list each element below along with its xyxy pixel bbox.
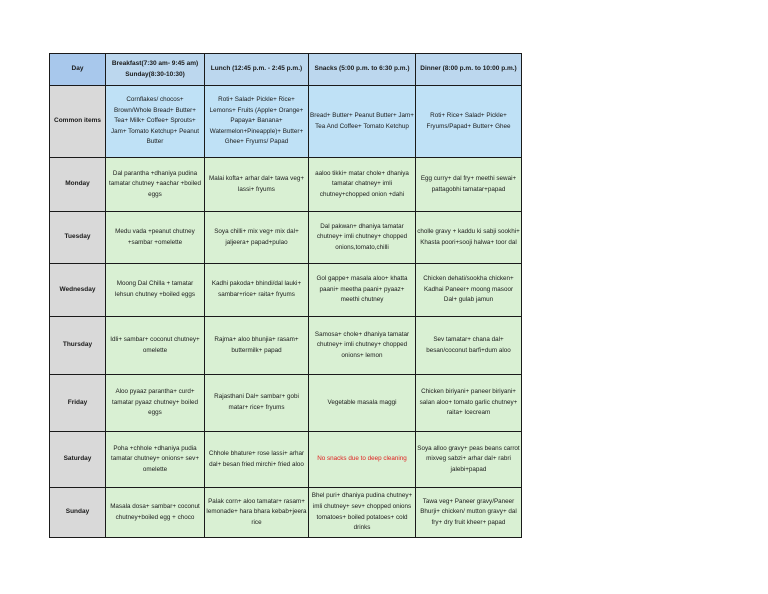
header-row bbox=[50, 54, 522, 86]
table-row bbox=[50, 212, 522, 264]
lunch-cell: Rajasthani Dal+ sambar+ gobi matar+ rice+ fryums bbox=[205, 375, 309, 432]
snacks-cell: Bhel puri+ dhaniya pudina chutney+ imli chutney+ sev+ chopped onions tomatoes+ boiled potatoes+ cold drinks bbox=[309, 488, 416, 538]
table-row bbox=[50, 86, 522, 158]
dinner-cell: Sev tamatar+ chana dal+ besan/coconut barfi+dum aloo bbox=[416, 317, 522, 375]
snacks-notice-cell: No snacks due to deep cleaning bbox=[309, 432, 416, 488]
lunch-cell: Kadhi pakoda+ bhindi/dal lauki+ sambar+rice+ raita+ fryums bbox=[205, 264, 309, 317]
lunch-cell: Malai kofta+ arhar dal+ tawa veg+ lassi+ fryums bbox=[205, 158, 309, 212]
dinner-cell: Egg curry+ dal fry+ meethi sewai+ pattagobhi tamatar+papad bbox=[416, 158, 522, 212]
dinner-cell: cholle gravy + kaddu ki sabji sookhi+ Khasta poori+sooji halwa+ toor dal bbox=[416, 212, 522, 264]
table-row bbox=[50, 158, 522, 212]
day-cell: Common items bbox=[50, 86, 106, 158]
day-cell: Tuesday bbox=[50, 212, 106, 264]
col-header-snacks: Snacks (5:00 p.m. to 6:30 p.m.) bbox=[309, 54, 416, 86]
table-row bbox=[50, 432, 522, 488]
lunch-cell: Chhole bhature+ rose lassi+ arhar dal+ besan fried mirchi+ fried aloo bbox=[205, 432, 309, 488]
table-row bbox=[50, 264, 522, 317]
lunch-cell: Roti+ Salad+ Pickle+ Rice+ Lemons+ Fruits (Apple+ Orange+ Papaya+ Banana+ Watermelon+Pineapple)+ Butter+ Ghee+ Fryums/ Papad bbox=[205, 86, 309, 158]
snacks-cell: Gol gappe+ masala aloo+ khatta paani+ meetha paani+ pyaaz+ meethi chutney bbox=[309, 264, 416, 317]
dinner-cell: Chicken biriyani+ paneer biriyani+ salan aloo+ tomato garlic chutney+ raita+ Icecream bbox=[416, 375, 522, 432]
dinner-cell: Tawa veg+ Paneer gravy/Paneer Bhurji+ chicken/ mutton gravy+ dal fry+ dry fruit kheer+ papad bbox=[416, 488, 522, 538]
snacks-cell: Samosa+ chole+ dhaniya tamatar chutney+ imli chutney+ chopped onions+ lemon bbox=[309, 317, 416, 375]
lunch-cell: Rajma+ aloo bhunjia+ rasam+ buttermilk+ papad bbox=[205, 317, 309, 375]
breakfast-cell: Medu vada +peanut chutney +sambar +omelette bbox=[106, 212, 205, 264]
breakfast-cell: Moong Dal Chilla + tamatar lehsun chutney +boiled eggs bbox=[106, 264, 205, 317]
table-row bbox=[50, 488, 522, 538]
dinner-cell: Chicken dehati/sookha chicken+ Kadhai Paneer+ moong masoor Dal+ gulab jamun bbox=[416, 264, 522, 317]
col-header-lunch: Lunch (12:45 p.m. - 2:45 p.m.) bbox=[205, 54, 309, 86]
breakfast-cell: Poha +chhole +dhaniya pudia tamatar chutney+ onions+ sev+ omelette bbox=[106, 432, 205, 488]
day-cell: Saturday bbox=[50, 432, 106, 488]
table-row bbox=[50, 375, 522, 432]
table-row bbox=[50, 317, 522, 375]
breakfast-cell: Aloo pyaaz parantha+ curd+ tamatar pyaaz chutney+ boiled eggs bbox=[106, 375, 205, 432]
snacks-cell: Bread+ Butter+ Peanut Butter+ Jam+ Tea And Coffee+ Tomato Ketchup bbox=[309, 86, 416, 158]
col-header-dinner: Dinner (8:00 p.m. to 10:00 p.m.) bbox=[416, 54, 522, 86]
dinner-cell: Roti+ Rice+ Salad+ Pickle+ Fryums/Papad+ Butter+ Ghee bbox=[416, 86, 522, 158]
day-cell: Thursday bbox=[50, 317, 106, 375]
lunch-cell: Soya chilli+ mix veg+ mix dal+ jaljeera+ papad+pulao bbox=[205, 212, 309, 264]
col-header-day: Day bbox=[50, 54, 106, 86]
mess-menu-table bbox=[49, 53, 522, 538]
snacks-cell: Vegetable masala maggi bbox=[309, 375, 416, 432]
day-cell: Wednesday bbox=[50, 264, 106, 317]
snacks-cell: Dal pakwan+ dhaniya tamatar chutney+ imli chutney+ chopped onions,tomato,chilli bbox=[309, 212, 416, 264]
day-cell: Sunday bbox=[50, 488, 106, 538]
breakfast-cell: Cornflakes/ chocos+ Brown/Whole Bread+ Butter+ Tea+ Milk+ Coffee+ Sprouts+ Jam+ Tomato Ketchup+ Peanut Butter bbox=[106, 86, 205, 158]
lunch-cell: Palak corn+ aloo tamatar+ rasam+ lemonade+ hara bhara kebab+jeera rice bbox=[205, 488, 309, 538]
dinner-cell: Soya alloo gravy+ peas beans carrot mixveg sabzi+ arhar dal+ rabri jalebi+papad bbox=[416, 432, 522, 488]
day-cell: Monday bbox=[50, 158, 106, 212]
day-cell: Friday bbox=[50, 375, 106, 432]
col-header-breakfast: Breakfast(7:30 am- 9:45 am) Sunday(8:30-10:30) bbox=[106, 54, 205, 86]
breakfast-cell: Masala dosa+ sambar+ coconut chutney+boiled egg + choco bbox=[106, 488, 205, 538]
breakfast-cell: Idli+ sambar+ coconut chutney+ omelette bbox=[106, 317, 205, 375]
breakfast-cell: Dal parantha +dhaniya pudina tamatar chutney +aachar +boiled eggs bbox=[106, 158, 205, 212]
snacks-cell: aaloo tikki+ matar chole+ dhaniya tamatar chatney+ imli chutney+chopped onion +dahi bbox=[309, 158, 416, 212]
